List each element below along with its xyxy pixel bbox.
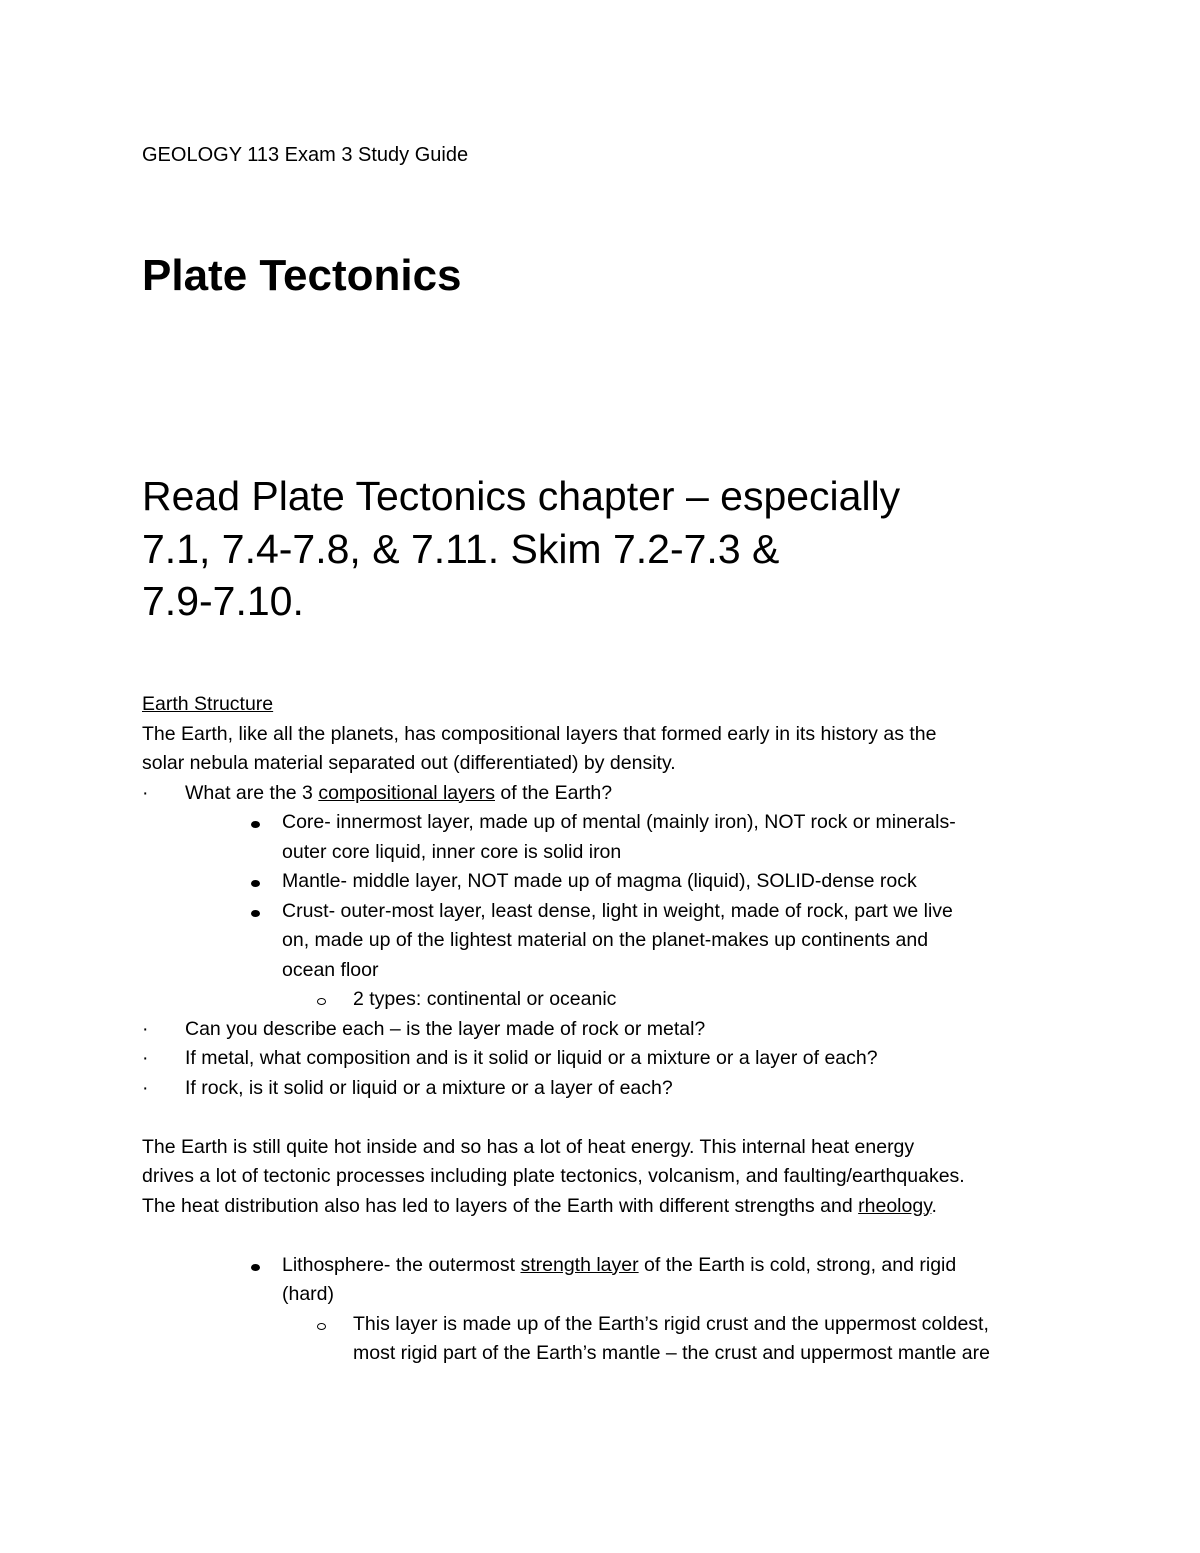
compositional-layers-term: compositional layers — [318, 781, 495, 804]
earth-structure-heading — [142, 690, 1142, 720]
spacer — [142, 1221, 1142, 1251]
circle-bullet-icon — [317, 998, 326, 1005]
sub-list-item-lithosphere-cont — [142, 1339, 1142, 1369]
list-item-crust — [142, 897, 1142, 927]
reading-line-1: Read Plate Tectonics chapter – especially — [142, 473, 901, 519]
list-item-mantle — [142, 867, 1142, 897]
question-compositional-layers — [142, 779, 1142, 809]
core-line-1: Core- innermost layer, made up of mental (mainly iron), NOT rock or minerals- — [282, 811, 956, 833]
list-item-crust-cont-2 — [142, 956, 1142, 986]
reading-line-3: 7.9-7.10. — [142, 578, 304, 624]
list-item-lithosphere — [142, 1251, 1142, 1281]
crust-line-2: on, made up of the lightest material on the planet-makes up continents and — [282, 929, 929, 951]
intro-line-1: The Earth, like all the planets, has compositional layers that formed early in its history as the — [142, 722, 937, 745]
lithosphere-before: Lithosphere- the outermost — [282, 1253, 521, 1276]
question-describe — [142, 1015, 1142, 1045]
bullet-icon — [251, 821, 260, 828]
document-body — [142, 690, 1142, 1369]
mantle-line: Mantle- middle layer, NOT made up of magma (liquid), SOLID-dense rock — [282, 870, 917, 892]
lithosphere-sub-line-1: This layer is made up of the Earth’s rigid crust and the uppermost coldest, — [353, 1312, 989, 1335]
reading-assignment — [142, 470, 1122, 628]
list-item-core-cont — [142, 838, 1142, 868]
heat-line-2: drives a lot of tectonic processes including plate tectonics, volcanism, and faulting/earthquakes. — [142, 1165, 965, 1187]
middot-bullet: · — [142, 781, 149, 804]
earth-structure-heading-text: Earth Structure — [142, 693, 274, 715]
crust-types-line: 2 types: continental or oceanic — [353, 988, 617, 1010]
bullet-icon — [251, 910, 260, 917]
section-title: Plate Tectonics — [142, 251, 462, 300]
crust-line-3: ocean floor — [282, 958, 379, 981]
heat-line-3 — [142, 1192, 1142, 1222]
middot-bullet: · — [142, 1076, 149, 1099]
heat-line-3-after: . — [931, 1194, 937, 1217]
list-item-core — [142, 808, 1142, 838]
intro-line-2: solar nebula material separated out (differentiated) by density. — [142, 752, 676, 774]
question-rock-text: If rock, is it solid or liquid or a mixture or a layer of each? — [185, 1076, 673, 1099]
bullet-icon — [251, 880, 260, 887]
sub-list-item-crust-types — [142, 985, 1142, 1015]
middot-bullet: · — [142, 1017, 149, 1040]
bullet-icon — [251, 1264, 260, 1271]
core-line-2: outer core liquid, inner core is solid iron — [282, 840, 622, 863]
strength-layer-term: strength layer — [520, 1253, 639, 1276]
lithosphere-sub-line-2: most rigid part of the Earth’s mantle – the crust and uppermost mantle are — [353, 1342, 990, 1364]
heat-line-1: The Earth is still quite hot inside and so has a lot of heat energy. This internal heat energy — [142, 1135, 915, 1158]
question-describe-text: Can you describe each – is the layer made of rock or metal? — [185, 1017, 706, 1040]
lithosphere-line-1 — [282, 1251, 956, 1281]
spacer — [142, 1103, 1142, 1133]
lithosphere-after: of the Earth is cold, strong, and rigid — [638, 1253, 957, 1276]
rheology-term: rheology — [858, 1194, 932, 1217]
question-metal-text: If metal, what composition and is it solid or liquid or a mixture or a layer of each? — [185, 1047, 878, 1069]
heat-line-3-before: The heat distribution also has led to layers of the Earth with different strengths and — [142, 1194, 859, 1217]
reading-line-2: 7.1, 7.4-7.8, & 7.11. Skim 7.2-7.3 & — [142, 525, 780, 572]
question-text-before: What are the 3 — [185, 781, 319, 804]
question-text — [185, 779, 612, 809]
question-text-after: of the Earth? — [495, 781, 613, 804]
list-item-crust-cont — [142, 926, 1142, 956]
lithosphere-line-2: (hard) — [282, 1283, 335, 1305]
circle-bullet-icon — [317, 1323, 326, 1330]
middot-bullet: · — [142, 1047, 149, 1069]
list-item-lithosphere-cont — [142, 1280, 1142, 1310]
crust-line-1: Crust- outer-most layer, least dense, light in weight, made of rock, part we live — [282, 899, 953, 922]
course-title: GEOLOGY 113 Exam 3 Study Guide — [142, 144, 469, 166]
question-metal — [142, 1044, 1142, 1074]
question-rock — [142, 1074, 1142, 1104]
sub-list-item-lithosphere — [142, 1310, 1142, 1340]
